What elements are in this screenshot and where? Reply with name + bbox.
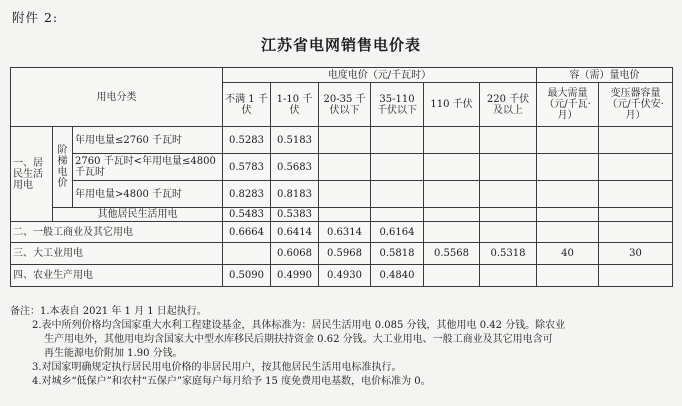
col-header: 110 千伏 xyxy=(424,83,480,127)
capacity-price-header: 容（需）量电价 xyxy=(537,68,673,83)
note-4: 4.对城乡“低保户”和农村“五保户”家庭每户每月给予 15 度免费用电基数，电价标准为 0。 xyxy=(32,376,431,387)
cap-col-header: 最大需量（元/千瓦·月） xyxy=(537,83,599,127)
category-header: 用电分类 xyxy=(11,68,223,127)
col-header: 220 千伏及以上 xyxy=(480,83,537,127)
table-cell xyxy=(480,265,537,287)
col-header: 1-10 千伏 xyxy=(271,83,319,127)
residential-group-label: 一、居民生活用电 xyxy=(11,127,53,222)
table-cell xyxy=(537,222,599,243)
notes-head: 备注： xyxy=(10,306,40,317)
cap-col-header: 变压器容量（元/千伏安·月） xyxy=(599,83,673,127)
row-label: 三、大工业用电 xyxy=(11,243,223,265)
note-1: 1.本表自 2021 年 1 月 1 日起执行。 xyxy=(40,306,207,317)
table-cell: 0.6164 xyxy=(371,222,424,243)
notes xyxy=(10,305,675,389)
row-label: 四、农业生产用电 xyxy=(11,265,223,287)
table-cell: 0.5968 xyxy=(319,243,371,265)
row-label: 其他居民生活用电 xyxy=(53,208,223,222)
note-2-cont: 再生能源电价附加 1.90 分钱。 xyxy=(44,348,183,359)
table-cell: 0.5318 xyxy=(480,243,537,265)
table-cell: 0.5383 xyxy=(271,208,319,222)
table-cell xyxy=(424,265,480,287)
table-cell xyxy=(599,265,673,287)
note-3: 3.对国家明确规定执行居民用电价格的非居民用户，按其他居民生活用电标准执行。 xyxy=(32,362,402,373)
table-cell: 0.6314 xyxy=(319,222,371,243)
table-cell: 0.6068 xyxy=(271,243,319,265)
col-header: 35-110 千伏以下 xyxy=(371,83,424,127)
table-cell xyxy=(480,222,537,243)
table-cell: 0.5683 xyxy=(271,154,319,181)
table-cell: 0.6414 xyxy=(271,222,319,243)
col-header: 20-35 千伏以下 xyxy=(319,83,371,127)
table-cell: 40 xyxy=(537,243,599,265)
tariff-table xyxy=(10,67,673,287)
table-cell: 0.5568 xyxy=(424,243,480,265)
table-cell: 0.5283 xyxy=(223,127,271,154)
energy-price-header: 电度电价（元/千瓦时） xyxy=(223,68,537,83)
table-cell: 0.4990 xyxy=(271,265,319,287)
table-cell: 30 xyxy=(599,243,673,265)
table-cell: 0.5183 xyxy=(271,127,319,154)
table-cell xyxy=(537,265,599,287)
table-cell: 0.5818 xyxy=(371,243,424,265)
table-cell: 0.8283 xyxy=(223,181,271,208)
row-label: 2760 千瓦时<年用电量≤4800 千瓦时 xyxy=(73,154,223,181)
table-cell: 0.8183 xyxy=(271,181,319,208)
row-label: 年用电量≤2760 千瓦时 xyxy=(73,127,223,154)
row-label: 二、一般工商业及其它用电 xyxy=(11,222,223,243)
table-cell: 0.6664 xyxy=(223,222,271,243)
table-cell xyxy=(424,222,480,243)
tier-label: 阶梯电价 xyxy=(53,127,73,208)
table-cell: 0.4840 xyxy=(371,265,424,287)
annex-label: 附件 2: xyxy=(12,10,59,25)
note-2-cont: 生产用电外，其他用电均含国家大中型水库移民后期扶持资金 0.62 分钱。大工业用电、一般工商业及其它用电含可 xyxy=(44,334,553,345)
col-header: 不满 1 千伏 xyxy=(223,83,271,127)
table-cell: 0.5783 xyxy=(223,154,271,181)
table-cell xyxy=(599,222,673,243)
note-2: 2.表中所列价格均含国家重大水利工程建设基金，具体标准为：居民生活用电 0.085 分钱，其他用电 0.42 分钱。除农业 xyxy=(32,320,566,331)
row-label: 年用电量>4800 千瓦时 xyxy=(73,181,223,208)
page-title: 江苏省电网销售电价表 xyxy=(260,36,421,54)
table-cell: 0.5090 xyxy=(223,265,271,287)
table-cell xyxy=(223,243,271,265)
table-cell: 0.4930 xyxy=(319,265,371,287)
table-cell: 0.5483 xyxy=(223,208,271,222)
